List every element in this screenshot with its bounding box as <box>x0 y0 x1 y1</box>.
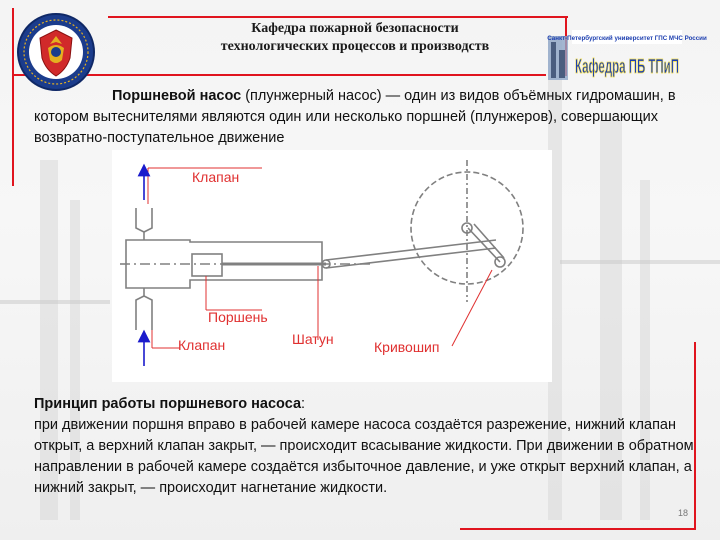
leader-piston <box>206 276 262 310</box>
bottom-pipe-right <box>144 288 152 330</box>
intro-paragraph <box>34 86 684 149</box>
label-crank: Кривошип <box>374 339 440 355</box>
header-line-1: Кафедра пожарной безопасности <box>251 21 459 36</box>
leader-valve-bottom <box>152 330 180 348</box>
connecting-rod <box>326 240 496 268</box>
header-title <box>150 20 560 56</box>
piston-pump-diagram-svg <box>112 150 552 382</box>
leader-crank <box>452 270 492 346</box>
label-rod: Шатун <box>292 331 334 347</box>
top-pipe-right <box>144 208 152 232</box>
piston-pump-diagram <box>112 150 552 382</box>
label-valve-bottom: Клапан <box>178 337 226 353</box>
frame-line-bottom <box>460 528 696 530</box>
department-logo-icon <box>547 30 707 84</box>
bottom-pipe-left <box>136 296 144 330</box>
label-valve-top: Клапан <box>192 169 240 185</box>
frame-line-right <box>694 342 696 530</box>
frame-line-top <box>108 16 568 18</box>
intro-term: Поршневой насос <box>112 88 242 104</box>
piston <box>192 254 222 276</box>
svg-text:Санкт-Петербургский университе: Санкт-Петербургский университет ГПС МЧС России <box>547 35 707 42</box>
header-line-2: технологических процессов и производств <box>220 39 490 54</box>
principle-paragraph: Принцип работы поршневого насоса: при движении поршня вправо в рабочей камере насоса создаётся разрежение, нижний клапан открыт, а верхний клапан закрыт, — происходит всасывание жидкости. При движении в обратном направлении в рабочей камере создаётся избыточное давление, и уже открыт верхний клапан, а нижний закрыт, — происходит нагнетание жидкости. <box>34 394 694 499</box>
intro-text: (плунжерный насос) — один из видов объёмных гидромашин, в котором вытеснителями являются один или несколько поршней (плунжеров), совершающих возвратно-поступательное движение <box>34 88 676 146</box>
label-piston: Поршень <box>208 309 268 325</box>
background-pipe <box>0 300 110 304</box>
university-emblem-icon <box>16 12 96 92</box>
top-pipe-left <box>136 208 144 240</box>
svg-text:Кафедра ПБ ТПиП: Кафедра ПБ ТПиП <box>575 56 679 78</box>
page-number: 18 <box>677 508 688 518</box>
frame-line-left <box>12 8 14 186</box>
background-pipe <box>560 260 720 264</box>
principle-text: при движении поршня вправо в рабочей камере насоса создаётся разрежение, нижний клапан открыт, а верхний клапан закрыт, — происходит всасывание жидкости. При движении в обратном направлении в рабочей камере создаётся избыточное давление, и уже открыт верхний клапан, а нижний закрыт, — происходит нагнетание жидкости. <box>34 417 694 496</box>
principle-title: Принцип работы поршневого насоса <box>34 396 302 412</box>
